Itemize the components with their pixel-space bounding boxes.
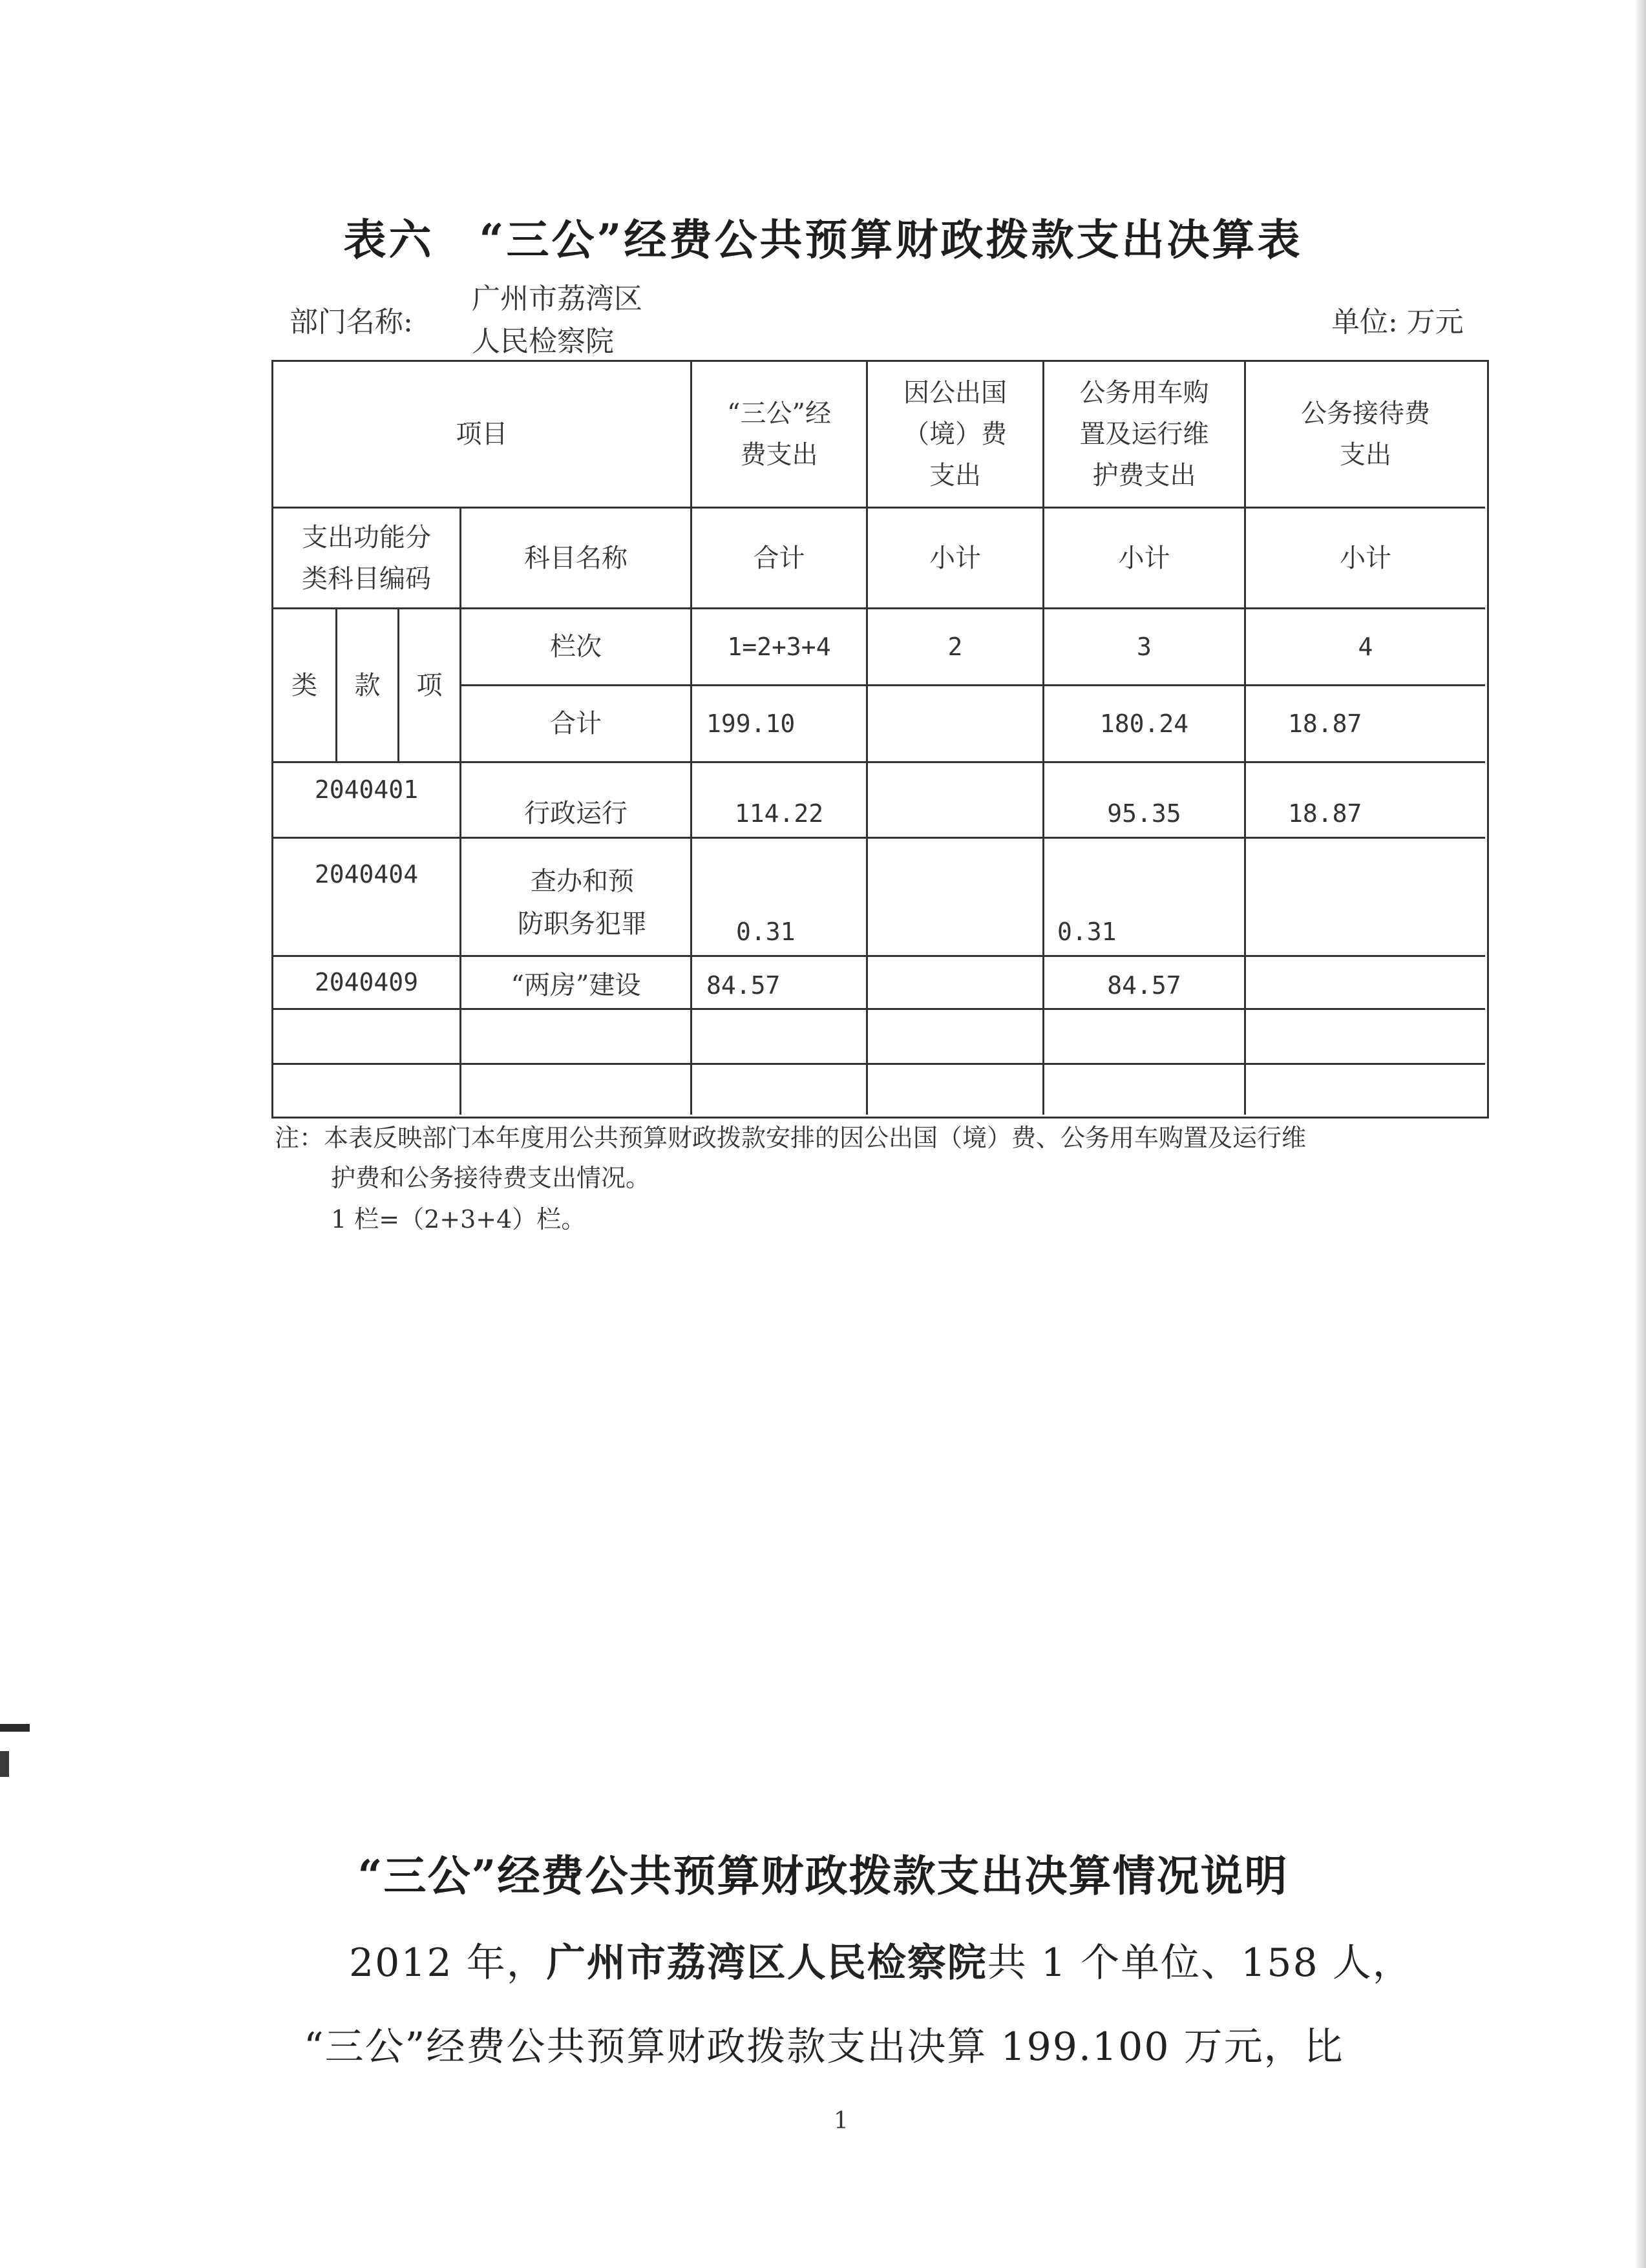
paragraph-line xyxy=(349,1932,1413,1988)
lei-label: 类 xyxy=(291,670,317,700)
dept-name-line2: 人民检察院 xyxy=(472,325,614,358)
func-code-header: 支出功能分 类科目编码 xyxy=(302,522,431,594)
row-code: 2040401 xyxy=(314,775,419,804)
xiang-label: 项 xyxy=(416,670,443,700)
note-line: 注：本表反映部门本年度用公共预算财政拨款安排的因公出国（境）费、公务用车购置及运行维 xyxy=(275,1124,1307,1152)
total-row-vehicle: 180.24 xyxy=(1099,709,1189,738)
table-rule xyxy=(273,1008,1485,1010)
row-name: 行政运行 xyxy=(524,799,628,828)
scan-mark xyxy=(0,1751,9,1777)
total-row-total: 199.10 xyxy=(706,709,796,738)
col-header-vehicle: 公务用车购 置及运行维 护费支出 xyxy=(1079,378,1209,490)
row-code: 2040404 xyxy=(314,860,419,888)
row-total: 114.22 xyxy=(734,799,824,828)
sum-label: 合计 xyxy=(753,543,805,573)
row-total: 84.57 xyxy=(706,971,781,1000)
subtotal-label: 小计 xyxy=(1118,543,1170,573)
row-reception xyxy=(1246,839,1485,952)
row-abroad xyxy=(868,957,1042,1006)
dept-name xyxy=(472,278,642,363)
scan-mark xyxy=(0,1724,30,1732)
row-abroad xyxy=(868,839,1042,952)
paragraph-year: 2012 年， xyxy=(349,1940,547,1986)
col-num: 1=2+3+4 xyxy=(727,633,831,661)
note-line: 护费和公务接待费支出情况。 xyxy=(331,1164,651,1192)
paragraph-dept: 广州市荔湾区人民检察院 xyxy=(546,1940,987,1986)
paragraph-line: “三公”经费公共预算财政拨款支出决算 199.100 万元，比 xyxy=(304,2024,1344,2070)
page-title: 表六 “三公”经费公共预算财政拨款支出决算表 xyxy=(343,215,1303,265)
col-header-reception: 公务接待费 支出 xyxy=(1301,399,1430,470)
row-reception: 18.87 xyxy=(1288,799,1362,828)
table-rule xyxy=(273,1063,1485,1065)
scan-edge xyxy=(1634,0,1646,2268)
row-vehicle: 95.35 xyxy=(1107,799,1181,828)
col-header-total: “三公”经 费支出 xyxy=(727,399,831,470)
col-num: 3 xyxy=(1137,633,1152,661)
unit-label: 单位: 万元 xyxy=(1331,306,1464,339)
row-name: 查办和预 防职务犯罪 xyxy=(518,866,647,939)
row-code: 2040409 xyxy=(314,968,419,996)
note-line: 1 栏=（2+3+4）栏。 xyxy=(331,1205,586,1234)
subtotal-label: 小计 xyxy=(1340,543,1391,573)
total-row-abroad xyxy=(868,686,1042,761)
col-num: 4 xyxy=(1358,633,1373,661)
row-vehicle: 84.57 xyxy=(1107,971,1181,1000)
row-total: 0.31 xyxy=(736,918,796,946)
item-header: 项目 xyxy=(456,419,508,449)
expenditure-table xyxy=(271,360,1489,1118)
row-reception xyxy=(1246,957,1485,1006)
row-abroad xyxy=(868,763,1042,834)
paragraph-count: 共 1 个单位、158 人， xyxy=(987,1940,1413,1986)
kuan-label: 款 xyxy=(354,670,381,700)
row-name: “两房”建设 xyxy=(511,971,641,1000)
subtotal-label: 小计 xyxy=(929,543,981,573)
subject-name-header: 科目名称 xyxy=(524,543,628,573)
total-row-reception: 18.87 xyxy=(1288,709,1362,738)
dept-name-line1: 广州市荔湾区 xyxy=(472,282,642,315)
row-vehicle: 0.31 xyxy=(1057,918,1117,946)
section-title: “三公”经费公共预算财政拨款支出决算情况说明 xyxy=(357,1851,1289,1901)
col-header-abroad: 因公出国 （境）费 支出 xyxy=(903,378,1007,490)
total-row-label: 合计 xyxy=(550,709,602,739)
dept-label: 部门名称: xyxy=(290,306,413,339)
page-number: 1 xyxy=(834,2108,849,2134)
col-num: 2 xyxy=(947,633,963,661)
column-row-label: 栏次 xyxy=(550,632,602,662)
